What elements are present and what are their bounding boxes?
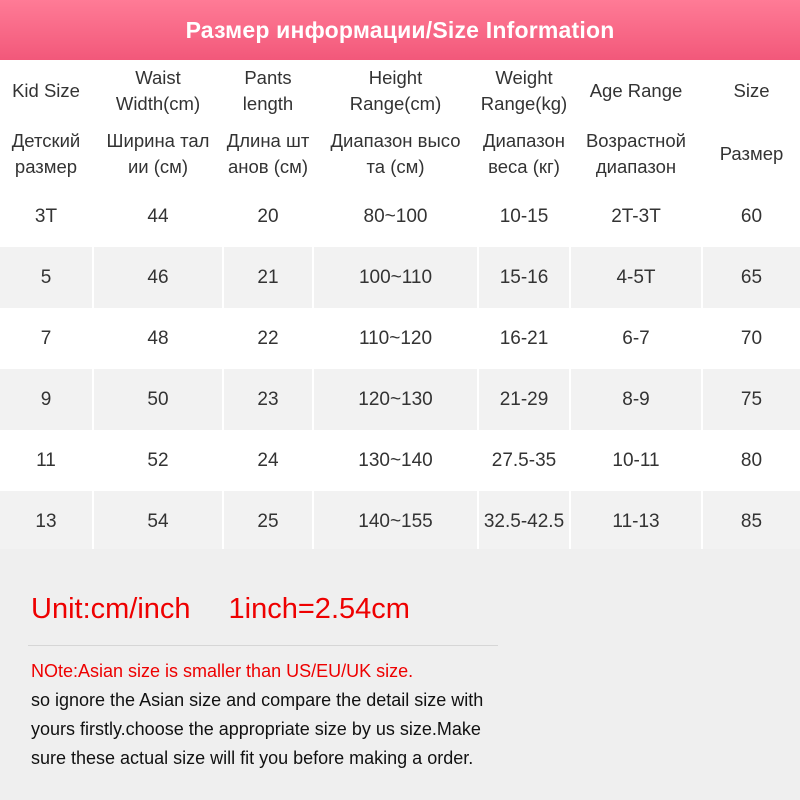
cell-kid-size: 7: [40, 327, 52, 349]
header-cell: [223, 123, 313, 186]
header-cell: [313, 60, 478, 123]
inch-conversion: 1inch=2.54cm: [228, 593, 410, 625]
header-row-russian: [0, 123, 800, 186]
table-row: [0, 308, 800, 369]
table-row: [0, 186, 800, 248]
cell-waist: 48: [93, 308, 223, 369]
cell-size: 60: [702, 186, 800, 248]
header-weight-ru: Диапазон веса (кг): [482, 130, 566, 177]
header-age-range-ru: Возрастной диапазон: [585, 130, 687, 177]
table-row: [0, 430, 800, 491]
header-cell: [0, 60, 93, 123]
info-panel: [0, 549, 800, 800]
cell-weight: 10-15: [478, 186, 570, 248]
cell-weight: 15-16: [478, 247, 570, 308]
header-height: Height Range(cm): [349, 67, 442, 114]
cell-waist: 44: [93, 186, 223, 248]
header-pants-ru: Длина шт анов (см): [226, 130, 310, 177]
note-warning: NOte:Asian size is smaller than US/EU/UK size.: [31, 661, 414, 681]
cell-size: 85: [702, 491, 800, 552]
title-banner: [0, 0, 800, 60]
unit-text: Unit:cm/inch: [31, 593, 191, 625]
header-cell: [93, 123, 223, 186]
cell-weight: 21-29: [478, 369, 570, 430]
cell-pants: 20: [223, 186, 313, 248]
cell-height: 130~140: [313, 430, 478, 491]
cell-waist: 54: [93, 491, 223, 552]
cell-waist: 50: [93, 369, 223, 430]
cell-height: 80~100: [313, 186, 478, 248]
page-title: Размер информации/Size Information: [185, 16, 615, 43]
note-line: so ignore the Asian size and compare the detail size with: [31, 690, 484, 710]
header-cell: [570, 123, 702, 186]
header-cell: [313, 123, 478, 186]
size-note: [31, 657, 483, 773]
cell-pants: 25: [223, 491, 313, 552]
cell-size: 70: [702, 308, 800, 369]
header-row-english: [0, 60, 800, 123]
header-height-ru: Диапазон высо та (см): [330, 130, 461, 177]
cell-height: 120~130: [313, 369, 478, 430]
header-cell: [478, 123, 570, 186]
cell-age-range: 10-11: [570, 430, 702, 491]
header-cell: [478, 60, 570, 123]
header-waist-ru: Ширина тал ии (см): [106, 130, 210, 177]
cell-weight: 27.5-35: [478, 430, 570, 491]
cell-kid-size: 3T: [34, 205, 58, 227]
cell-age-range: 11-13: [570, 491, 702, 552]
cell-age-range: 6-7: [570, 308, 702, 369]
cell-age-range: 8-9: [570, 369, 702, 430]
cell-waist: 52: [93, 430, 223, 491]
note-line: yours firstly.choose the appropriate size by us size.Make: [31, 719, 481, 739]
header-cell: [702, 60, 800, 123]
header-kid-size-ru: Детский размер: [11, 130, 81, 177]
cell-pants: 21: [223, 247, 313, 308]
header-cell: [0, 123, 93, 186]
header-waist: Waist Width(cm): [115, 67, 201, 114]
cell-kid-size: 9: [0, 369, 93, 430]
cell-kid-size: 11: [36, 449, 56, 471]
divider: [28, 645, 498, 646]
header-kid-size: Kid Size: [12, 80, 80, 101]
cell-height: 110~120: [313, 308, 478, 369]
cell-height: 100~110: [313, 247, 478, 308]
table-row: [0, 491, 800, 552]
cell-kid-size: 5: [0, 247, 93, 308]
cell-pants: 22: [223, 308, 313, 369]
cell-size: 80: [702, 430, 800, 491]
header-size-ru: Размер: [719, 143, 784, 164]
header-cell: [223, 60, 313, 123]
cell-waist: 46: [93, 247, 223, 308]
cell-height: 140~155: [313, 491, 478, 552]
table-row: [0, 247, 800, 308]
cell-age-range: 2T-3T: [570, 186, 702, 248]
header-cell: [702, 123, 800, 186]
header-pants: Pants length: [242, 67, 294, 114]
size-table: [0, 60, 800, 552]
header-cell: [570, 60, 702, 123]
header-age-range: Age Range: [589, 80, 683, 101]
header-size: Size: [733, 80, 770, 101]
header-weight: Weight Range(kg): [480, 67, 568, 114]
cell-size: 75: [702, 369, 800, 430]
note-line: sure these actual size will fit you before making a order.: [31, 748, 474, 768]
table-row: [0, 369, 800, 430]
unit-line: [31, 593, 410, 626]
cell-weight: 16-21: [478, 308, 570, 369]
cell-weight: 32.5-42.5: [478, 491, 570, 552]
cell-age-range: 4-5T: [570, 247, 702, 308]
cell-pants: 24: [223, 430, 313, 491]
header-cell: [93, 60, 223, 123]
cell-pants: 23: [223, 369, 313, 430]
cell-size: 65: [702, 247, 800, 308]
cell-kid-size: 13: [0, 491, 93, 552]
